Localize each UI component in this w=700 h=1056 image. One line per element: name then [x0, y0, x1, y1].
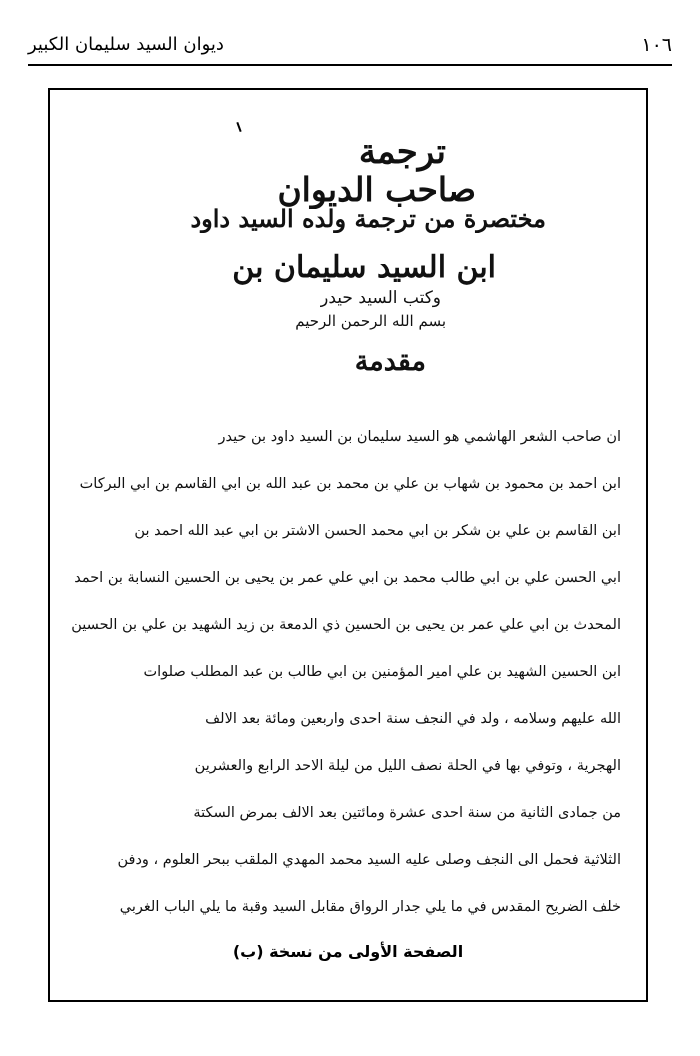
manuscript-line: خلف الضريح المقدس في ما يلي جدار الرواق مقابل السيد وقبة ما يلي الباب الغربي	[119, 899, 621, 915]
manuscript-line: ان صاحب الشعر الهاشمي هو السيد سليمان بن السيد داود بن حيدر	[218, 429, 621, 445]
manuscript-line: الثلاثية فحمل الى النجف وصلى عليه السيد محمد المهدي الملقب ببحر العلوم ، ودفن	[117, 852, 621, 868]
manuscript-line: ابي الحسن علي بن ابي طالب محمد بن ابي علي عمر بن يحيى بن الحسين النسابة بن احمد	[74, 570, 621, 586]
title-line-2: صاحب الديوان	[277, 170, 476, 209]
title-line-3: مختصرة من ترجمة ولده السيد داود	[190, 204, 546, 233]
manuscript-line: المحدث بن ابي علي عمر بن يحيى بن الحسين ذي الدمعة بن زيد الشهيد بن علي بن الحسين	[71, 617, 621, 633]
title-line-5: وكتب السيد حيدر	[320, 288, 441, 308]
running-title: ديوان السيد سليمان الكبير	[28, 34, 224, 55]
manuscript-line: من جمادى الثانية من سنة احدى عشرة ومائتين بعد الالف بمرض السكتة	[193, 805, 621, 821]
manuscript-image	[50, 90, 646, 1000]
title-line-4: ابن السيد سليمان بن	[232, 250, 496, 285]
figure-caption: الصفحة الأولى من نسخة (ب)	[232, 942, 464, 961]
ink-mark	[236, 122, 241, 132]
manuscript-line: الهجرية ، وتوفي بها في الحلة نصف الليل من ليلة الاحد الرابع والعشرين	[194, 758, 621, 774]
page-number: ١٠٦	[641, 34, 672, 56]
page-header	[28, 30, 672, 66]
manuscript-line: ابن الحسين الشهيد بن علي امير المؤمنين بن ابي طالب بن عبد المطلب صلوات	[143, 664, 621, 680]
basmala: بسم الله الرحمن الرحيم	[295, 312, 446, 330]
manuscript-line: ابن القاسم بن علي بن شكر بن ابي محمد الحسن الاشتر بن ابي عبد الله احمد بن	[134, 523, 621, 539]
manuscript-line: الله عليهم وسلامه ، ولد في النجف سنة احدى واربعين ومائة بعد الالف	[205, 711, 621, 727]
section-heading: مقدمة	[354, 346, 426, 377]
title-line-1: ترجمة	[358, 132, 446, 172]
manuscript-line: ابن احمد بن محمود بن شهاب بن علي بن محمد بن عبد الله بن ابي القاسم بن ابي البركات	[79, 476, 621, 492]
manuscript-frame	[48, 88, 648, 1002]
